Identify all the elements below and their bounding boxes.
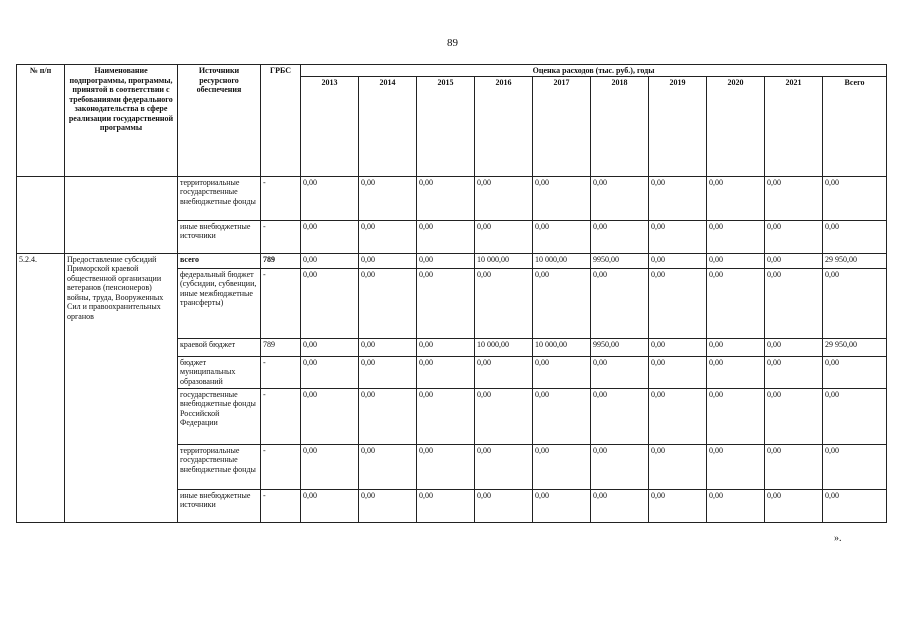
closing-mark: ». bbox=[834, 533, 842, 544]
value-cell: 0,00 bbox=[533, 489, 591, 522]
value-cell: 0,00 bbox=[591, 489, 649, 522]
value-cell: 0,00 bbox=[707, 388, 765, 444]
value-cell: 0,00 bbox=[649, 268, 707, 338]
value-cell: 10 000,00 bbox=[475, 253, 533, 268]
value-cell: 0,00 bbox=[301, 489, 359, 522]
header-estimate: Оценка расходов (тыс. руб.), годы bbox=[301, 65, 887, 77]
value-cell: 0,00 bbox=[417, 253, 475, 268]
header-year: 2016 bbox=[475, 76, 533, 176]
value-cell: 10 000,00 bbox=[475, 338, 533, 356]
header-year: 2017 bbox=[533, 76, 591, 176]
source-cell: иные внебюджетные источники bbox=[178, 220, 261, 253]
budget-table bbox=[16, 64, 887, 523]
value-cell: 0,00 bbox=[417, 444, 475, 489]
value-cell: 0,00 bbox=[591, 388, 649, 444]
value-cell: 0,00 bbox=[475, 489, 533, 522]
value-cell: 0,00 bbox=[707, 220, 765, 253]
header-sources: Источники ресурсного обеспечения bbox=[178, 65, 261, 177]
grbs-cell: - bbox=[261, 268, 301, 338]
value-cell: 0,00 bbox=[417, 388, 475, 444]
source-cell: иные внебюджетные источники bbox=[178, 489, 261, 522]
value-cell: 0,00 bbox=[301, 444, 359, 489]
value-cell: 0,00 bbox=[533, 388, 591, 444]
value-cell: 0,00 bbox=[765, 489, 823, 522]
value-cell: 0,00 bbox=[649, 444, 707, 489]
value-cell: 0,00 bbox=[533, 444, 591, 489]
value-cell: 0,00 bbox=[707, 268, 765, 338]
value-cell: 0,00 bbox=[475, 176, 533, 220]
value-cell: 0,00 bbox=[765, 388, 823, 444]
value-cell: 0,00 bbox=[649, 253, 707, 268]
value-cell: 0,00 bbox=[765, 444, 823, 489]
value-cell: 0,00 bbox=[301, 253, 359, 268]
value-cell: 0,00 bbox=[707, 444, 765, 489]
total-cell: 29 950,00 bbox=[823, 338, 887, 356]
value-cell: 0,00 bbox=[649, 338, 707, 356]
value-cell: 0,00 bbox=[475, 220, 533, 253]
value-cell: 0,00 bbox=[591, 220, 649, 253]
value-cell: 0,00 bbox=[359, 253, 417, 268]
value-cell: 0,00 bbox=[533, 356, 591, 388]
value-cell: 0,00 bbox=[359, 176, 417, 220]
table-row bbox=[17, 253, 887, 268]
value-cell: 9950,00 bbox=[591, 253, 649, 268]
value-cell: 0,00 bbox=[301, 338, 359, 356]
source-cell: федеральный бюджет (субсидии, субвенции, иные межбюджетные трансферты) bbox=[178, 268, 261, 338]
value-cell: 0,00 bbox=[359, 444, 417, 489]
value-cell: 0,00 bbox=[591, 444, 649, 489]
header-year: 2015 bbox=[417, 76, 475, 176]
source-cell: территориальные государственные внебюджетные фонды bbox=[178, 444, 261, 489]
value-cell: 0,00 bbox=[417, 356, 475, 388]
name-cell-continued bbox=[65, 176, 178, 253]
source-cell: бюджет муниципальных образований bbox=[178, 356, 261, 388]
item-name: Предоставление субсидий Приморской краевой общественной организации ветеранов (пенсионеров) войны, труда, Вооруженных Сил и правоохранительных органов bbox=[65, 253, 178, 522]
header-row-1 bbox=[17, 65, 887, 77]
value-cell: 0,00 bbox=[359, 356, 417, 388]
value-cell: 0,00 bbox=[591, 268, 649, 338]
page-number: 89 bbox=[447, 37, 458, 49]
value-cell: 0,00 bbox=[359, 338, 417, 356]
header-year: 2014 bbox=[359, 76, 417, 176]
header-year: 2019 bbox=[649, 76, 707, 176]
total-cell: 0,00 bbox=[823, 268, 887, 338]
grbs-cell: - bbox=[261, 356, 301, 388]
value-cell: 0,00 bbox=[707, 489, 765, 522]
total-cell: 0,00 bbox=[823, 176, 887, 220]
grbs-cell: - bbox=[261, 388, 301, 444]
value-cell: 0,00 bbox=[765, 176, 823, 220]
value-cell: 0,00 bbox=[649, 489, 707, 522]
value-cell: 0,00 bbox=[765, 253, 823, 268]
header-total: Всего bbox=[823, 76, 887, 176]
source-cell: всего bbox=[178, 253, 261, 268]
value-cell: 0,00 bbox=[707, 253, 765, 268]
value-cell: 0,00 bbox=[649, 356, 707, 388]
value-cell: 0,00 bbox=[707, 356, 765, 388]
value-cell: 0,00 bbox=[301, 176, 359, 220]
value-cell: 0,00 bbox=[359, 489, 417, 522]
grbs-cell: - bbox=[261, 220, 301, 253]
header-year: 2021 bbox=[765, 76, 823, 176]
total-cell: 0,00 bbox=[823, 220, 887, 253]
total-cell: 0,00 bbox=[823, 489, 887, 522]
value-cell: 0,00 bbox=[359, 388, 417, 444]
value-cell: 0,00 bbox=[417, 176, 475, 220]
value-cell: 0,00 bbox=[475, 388, 533, 444]
value-cell: 0,00 bbox=[649, 220, 707, 253]
value-cell: 0,00 bbox=[475, 356, 533, 388]
value-cell: 0,00 bbox=[707, 176, 765, 220]
value-cell: 10 000,00 bbox=[533, 338, 591, 356]
header-year: 2018 bbox=[591, 76, 649, 176]
value-cell: 0,00 bbox=[359, 220, 417, 253]
value-cell: 0,00 bbox=[591, 176, 649, 220]
value-cell: 0,00 bbox=[301, 220, 359, 253]
total-cell: 0,00 bbox=[823, 444, 887, 489]
num-cell-continued bbox=[17, 176, 65, 253]
grbs-cell: 789 bbox=[261, 253, 301, 268]
grbs-cell: - bbox=[261, 489, 301, 522]
value-cell: 0,00 bbox=[533, 268, 591, 338]
value-cell: 10 000,00 bbox=[533, 253, 591, 268]
total-cell: 29 950,00 bbox=[823, 253, 887, 268]
value-cell: 0,00 bbox=[359, 268, 417, 338]
table-row bbox=[17, 176, 887, 220]
value-cell: 0,00 bbox=[533, 176, 591, 220]
value-cell: 0,00 bbox=[301, 356, 359, 388]
value-cell: 0,00 bbox=[417, 489, 475, 522]
value-cell: 0,00 bbox=[475, 268, 533, 338]
header-num: № п/п bbox=[17, 65, 65, 177]
source-cell: государственные внебюджетные фонды Российской Федерации bbox=[178, 388, 261, 444]
value-cell: 0,00 bbox=[591, 356, 649, 388]
value-cell: 0,00 bbox=[417, 338, 475, 356]
value-cell: 0,00 bbox=[765, 338, 823, 356]
value-cell: 0,00 bbox=[765, 356, 823, 388]
total-cell: 0,00 bbox=[823, 388, 887, 444]
item-number: 5.2.4. bbox=[17, 253, 65, 522]
value-cell: 0,00 bbox=[649, 388, 707, 444]
value-cell: 0,00 bbox=[301, 268, 359, 338]
value-cell: 0,00 bbox=[707, 338, 765, 356]
value-cell: 0,00 bbox=[301, 388, 359, 444]
total-cell: 0,00 bbox=[823, 356, 887, 388]
value-cell: 0,00 bbox=[533, 220, 591, 253]
grbs-cell: - bbox=[261, 176, 301, 220]
value-cell: 0,00 bbox=[649, 176, 707, 220]
value-cell: 9950,00 bbox=[591, 338, 649, 356]
header-year: 2013 bbox=[301, 76, 359, 176]
value-cell: 0,00 bbox=[417, 220, 475, 253]
grbs-cell: 789 bbox=[261, 338, 301, 356]
source-cell: краевой бюджет bbox=[178, 338, 261, 356]
header-year: 2020 bbox=[707, 76, 765, 176]
value-cell: 0,00 bbox=[475, 444, 533, 489]
source-cell: территориальные государственные внебюджетные фонды bbox=[178, 176, 261, 220]
value-cell: 0,00 bbox=[417, 268, 475, 338]
header-grbs: ГРБС bbox=[261, 65, 301, 177]
grbs-cell: - bbox=[261, 444, 301, 489]
header-name: Наименование подпрограммы, программы, принятой в соответствии с требованиями федерального законодательства в сфере реализации государственной программы bbox=[65, 65, 178, 177]
value-cell: 0,00 bbox=[765, 268, 823, 338]
value-cell: 0,00 bbox=[765, 220, 823, 253]
